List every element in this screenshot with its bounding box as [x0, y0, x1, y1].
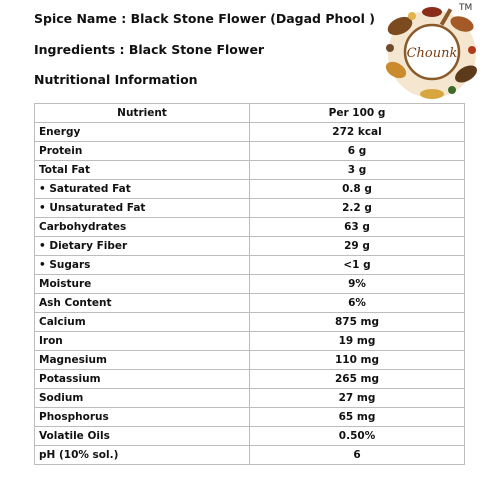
- spice-name: Spice Name : Black Stone Flower (Dagad Phool ): [34, 11, 375, 26]
- nutrient-name: Protein: [35, 142, 250, 161]
- header-nutrient: Nutrient: [35, 104, 250, 123]
- nutrient-value: 875 mg: [250, 313, 465, 332]
- nutrient-value: 0.50%: [250, 427, 465, 446]
- table-row: [35, 370, 465, 389]
- nutrient-value: 27 mg: [250, 389, 465, 408]
- spices-wreath-icon: [382, 4, 482, 100]
- nutrient-value: 29 g: [250, 237, 465, 256]
- nutrient-name: Phosphorus: [35, 408, 250, 427]
- nutrient-name: Energy: [35, 123, 250, 142]
- trademark-label: TM: [459, 3, 473, 13]
- nutrient-value: 3 g: [250, 161, 465, 180]
- table-header-row: [35, 104, 465, 123]
- table-row: [35, 256, 465, 275]
- table-row: [35, 199, 465, 218]
- table-row: [35, 275, 465, 294]
- nutrient-value: 9%: [250, 275, 465, 294]
- nutrient-value: 6: [250, 446, 465, 465]
- table-row: [35, 142, 465, 161]
- nutrient-name: • Dietary Fiber: [35, 237, 250, 256]
- nutrient-name: Magnesium: [35, 351, 250, 370]
- nutrient-value: 2.2 g: [250, 199, 465, 218]
- nutrient-name: Sodium: [35, 389, 250, 408]
- nutrient-value: 110 mg: [250, 351, 465, 370]
- nutrient-value: 272 kcal: [250, 123, 465, 142]
- nutrient-value: 0.8 g: [250, 180, 465, 199]
- table-row: [35, 351, 465, 370]
- table-row: [35, 446, 465, 465]
- table-row: [35, 180, 465, 199]
- nutrient-name: Carbohydrates: [35, 218, 250, 237]
- nutrient-name: Total Fat: [35, 161, 250, 180]
- nutrient-value: 65 mg: [250, 408, 465, 427]
- ingredients-line: Ingredients : Black Stone Flower: [34, 42, 265, 57]
- table-row: [35, 389, 465, 408]
- table-row: [35, 123, 465, 142]
- nutrient-name: Calcium: [35, 313, 250, 332]
- nutrient-value: 265 mg: [250, 370, 465, 389]
- nutrient-name: Ash Content: [35, 294, 250, 313]
- nutrient-value: <1 g: [250, 256, 465, 275]
- table-row: [35, 294, 465, 313]
- table-row: [35, 161, 465, 180]
- nutritional-info-title: Nutritional Information: [34, 72, 198, 87]
- nutrient-name: Volatile Oils: [35, 427, 250, 446]
- nutrient-value: 63 g: [250, 218, 465, 237]
- table-row: [35, 408, 465, 427]
- table-row: [35, 237, 465, 256]
- brand-logo: [382, 4, 482, 100]
- table-row: [35, 218, 465, 237]
- table-row: [35, 313, 465, 332]
- nutrient-name: pH (10% sol.): [35, 446, 250, 465]
- nutrient-name: Moisture: [35, 275, 250, 294]
- table-row: [35, 332, 465, 351]
- header-per-100g: Per 100 g: [250, 104, 465, 123]
- nutrient-value: 6%: [250, 294, 465, 313]
- nutrient-value: 6 g: [250, 142, 465, 161]
- nutrient-name: • Saturated Fat: [35, 180, 250, 199]
- nutrient-value: 19 mg: [250, 332, 465, 351]
- nutrient-name: Potassium: [35, 370, 250, 389]
- table-row: [35, 427, 465, 446]
- nutrient-name: • Sugars: [35, 256, 250, 275]
- nutrition-table: [34, 103, 465, 465]
- nutrient-name: • Unsaturated Fat: [35, 199, 250, 218]
- nutrient-name: Iron: [35, 332, 250, 351]
- brand-name: Chounk: [406, 46, 458, 61]
